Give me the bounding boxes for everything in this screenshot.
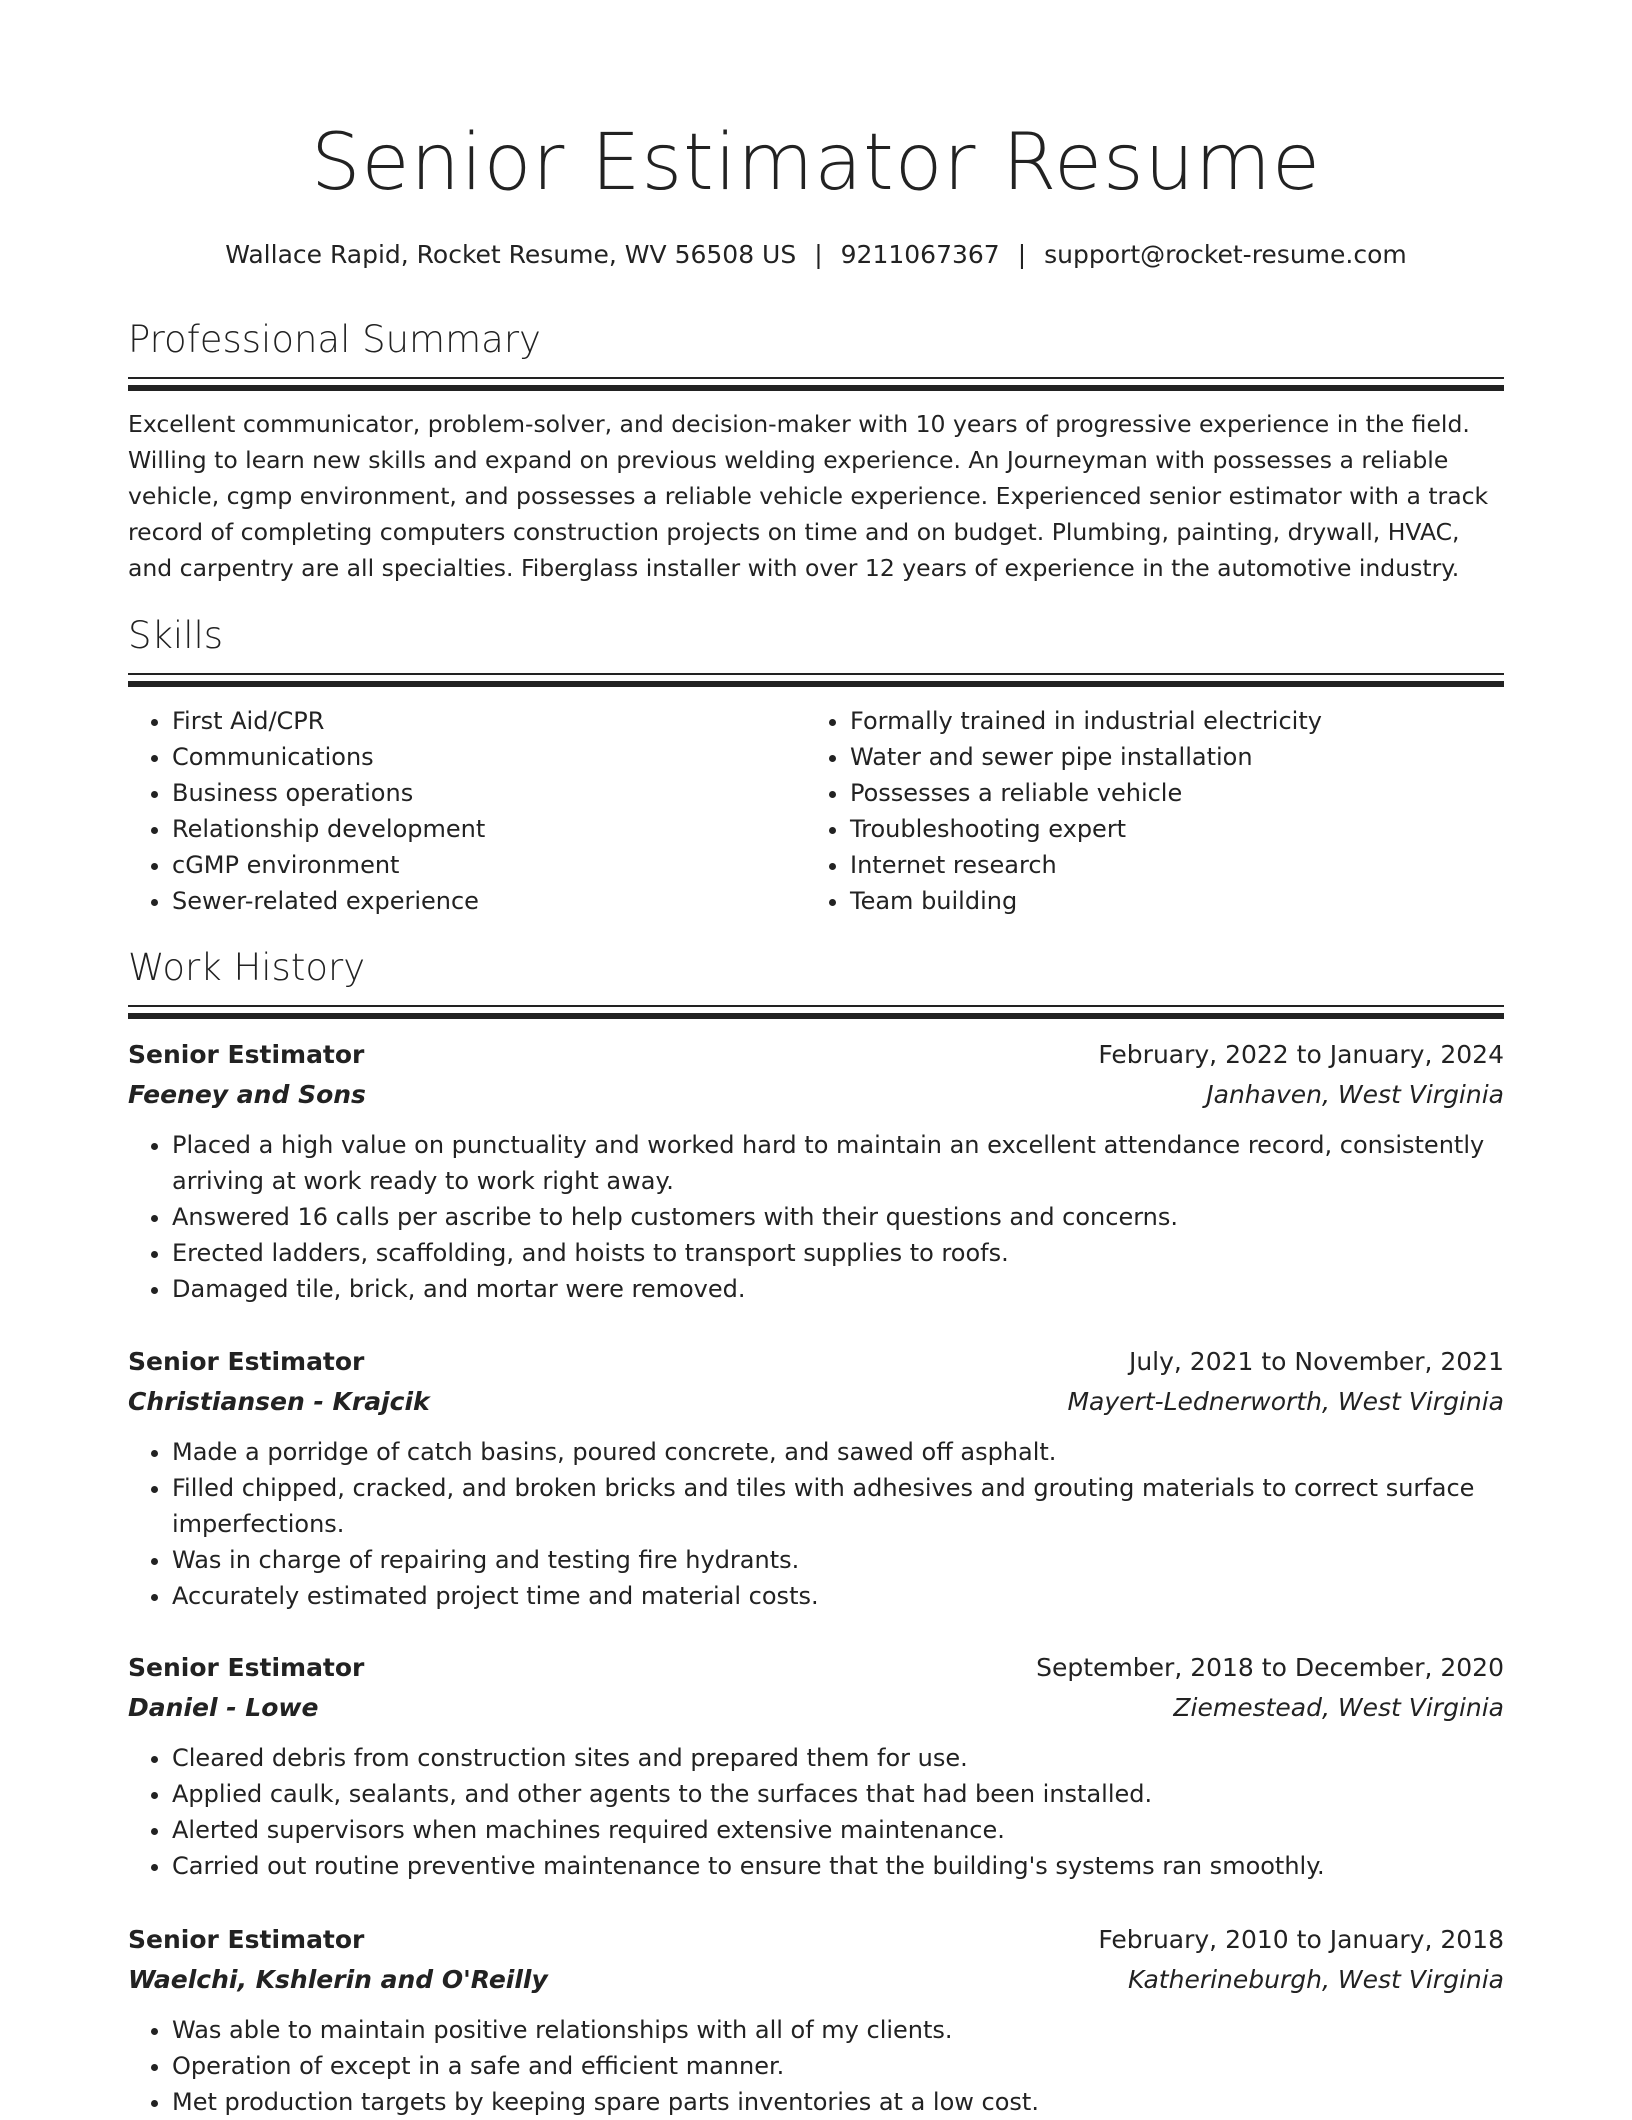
contact-address: Wallace Rapid, Rocket Resume, WV 56508 US xyxy=(225,240,797,269)
job-bullets xyxy=(128,1127,1504,1307)
job-bullet: • Placed a high value on punctuality and worked hard to maintain an excellent attendance record, consistently arriving at work ready to work right away. xyxy=(172,1127,1504,1199)
work-divider xyxy=(128,1005,1504,1019)
job-location: Katherineburgh, West Virginia xyxy=(1127,1965,1504,1994)
skill-item: • Relationship development xyxy=(172,811,792,847)
job-entry xyxy=(128,1648,1504,1884)
job-bullet: • Made a porridge of catch basins, poured concrete, and sawed off asphalt. xyxy=(172,1434,1504,1470)
summary-heading: Professional Summary xyxy=(128,318,541,361)
work-heading: Work History xyxy=(128,946,366,989)
job-bullet: • Was able to maintain positive relationships with all of my clients. xyxy=(172,2012,1504,2048)
job-role: Senior Estimator xyxy=(128,1347,365,1376)
contact-separator: | xyxy=(814,240,823,269)
job-bullet: • Carried out routine preventive maintenance to ensure that the building's systems ran smoothly. xyxy=(172,1848,1504,1884)
job-role: Senior Estimator xyxy=(128,1040,365,1069)
skill-item: • Business operations xyxy=(172,775,792,811)
job-dates: February, 2022 to January, 2024 xyxy=(1098,1040,1504,1069)
skill-item: • Water and sewer pipe installation xyxy=(850,739,1548,775)
skills-heading: Skills xyxy=(128,614,224,657)
job-company: Waelchi, Kshlerin and O'Reilly xyxy=(128,1965,548,1994)
job-header-row xyxy=(128,1920,1504,1960)
skill-item: • Sewer-related experience xyxy=(172,883,792,919)
contact-line xyxy=(0,240,1632,269)
skill-item: • Team building xyxy=(850,883,1548,919)
job-bullets xyxy=(128,2012,1504,2120)
job-bullet: • Alerted supervisors when machines required extensive maintenance. xyxy=(172,1812,1504,1848)
job-company: Feeney and Sons xyxy=(128,1080,366,1109)
job-subheader-row xyxy=(128,1960,1504,2000)
job-subheader-row xyxy=(128,1382,1504,1422)
skills-list-left xyxy=(128,703,792,919)
skills-divider xyxy=(128,673,1504,687)
job-bullet: • Accurately estimated project time and material costs. xyxy=(172,1578,1504,1614)
job-role: Senior Estimator xyxy=(128,1925,365,1954)
skills-list-right xyxy=(806,703,1548,919)
contact-email[interactable]: support@rocket-resume.com xyxy=(1044,240,1407,269)
resume-title: Senior Estimator Resume xyxy=(310,118,1322,208)
job-entry xyxy=(128,1342,1504,1614)
skill-item: • Troubleshooting expert xyxy=(850,811,1548,847)
job-dates: September, 2018 to December, 2020 xyxy=(1036,1653,1504,1682)
job-bullets xyxy=(128,1434,1504,1614)
job-location: Ziemestead, West Virginia xyxy=(1173,1693,1504,1722)
job-bullet: • Filled chipped, cracked, and broken bricks and tiles with adhesives and grouting materials to correct surface imperfections. xyxy=(172,1470,1504,1542)
job-bullets xyxy=(128,1740,1504,1884)
skill-item: • Possesses a reliable vehicle xyxy=(850,775,1548,811)
summary-divider xyxy=(128,377,1504,391)
job-bullet: • Cleared debris from construction sites and prepared them for use. xyxy=(172,1740,1504,1776)
summary-text: Excellent communicator, problem-solver, and decision-maker with 10 years of progressive experience in the field. Willing to learn new skills and expand on previous welding experience. An Journeyman with possesses a reliable vehicle, cgmp environment, and possesses a reliable vehicle experience. Experienced senior estimator with a track record of completing computers construction projects on time and on budget. Plumbing, painting, drywall, HVAC, and carpentry are all specialties. Fiberglass installer with over 12 years of experience in the automotive industry. xyxy=(128,410,1489,582)
skill-item: • Formally trained in industrial electricity xyxy=(850,703,1548,739)
job-subheader-row xyxy=(128,1075,1504,1115)
job-dates: February, 2010 to January, 2018 xyxy=(1098,1925,1504,1954)
contact-separator: | xyxy=(1017,240,1027,269)
skill-item: • Internet research xyxy=(850,847,1548,883)
job-bullet: • Damaged tile, brick, and mortar were removed. xyxy=(172,1271,1504,1307)
job-entry xyxy=(128,1920,1504,2120)
job-bullet: • Was in charge of repairing and testing fire hydrants. xyxy=(172,1542,1504,1578)
job-bullet: • Met production targets by keeping spare parts inventories at a low cost. xyxy=(172,2084,1504,2120)
job-location: Janhaven, West Virginia xyxy=(1206,1080,1504,1109)
job-header-row xyxy=(128,1648,1504,1688)
job-subheader-row xyxy=(128,1688,1504,1728)
skill-item: • First Aid/CPR xyxy=(172,703,792,739)
job-role: Senior Estimator xyxy=(128,1653,365,1682)
job-dates: July, 2021 to November, 2021 xyxy=(1128,1347,1504,1376)
job-header-row xyxy=(128,1342,1504,1382)
skill-item: • Communications xyxy=(172,739,792,775)
job-company: Christiansen - Krajcik xyxy=(128,1387,430,1416)
job-bullet: • Answered 16 calls per ascribe to help customers with their questions and concerns. xyxy=(172,1199,1504,1235)
job-company: Daniel - Lowe xyxy=(128,1693,319,1722)
job-bullet: • Applied caulk, sealants, and other agents to the surfaces that had been installed. xyxy=(172,1776,1504,1812)
job-entry xyxy=(128,1035,1504,1307)
job-bullet: • Operation of except in a safe and efficient manner. xyxy=(172,2048,1504,2084)
contact-phone: 9211067367 xyxy=(840,240,1000,269)
skill-item: • cGMP environment xyxy=(172,847,792,883)
job-location: Mayert-Lednerworth, West Virginia xyxy=(1067,1387,1504,1416)
job-header-row xyxy=(128,1035,1504,1075)
job-bullet: • Erected ladders, scaffolding, and hoists to transport supplies to roofs. xyxy=(172,1235,1504,1271)
